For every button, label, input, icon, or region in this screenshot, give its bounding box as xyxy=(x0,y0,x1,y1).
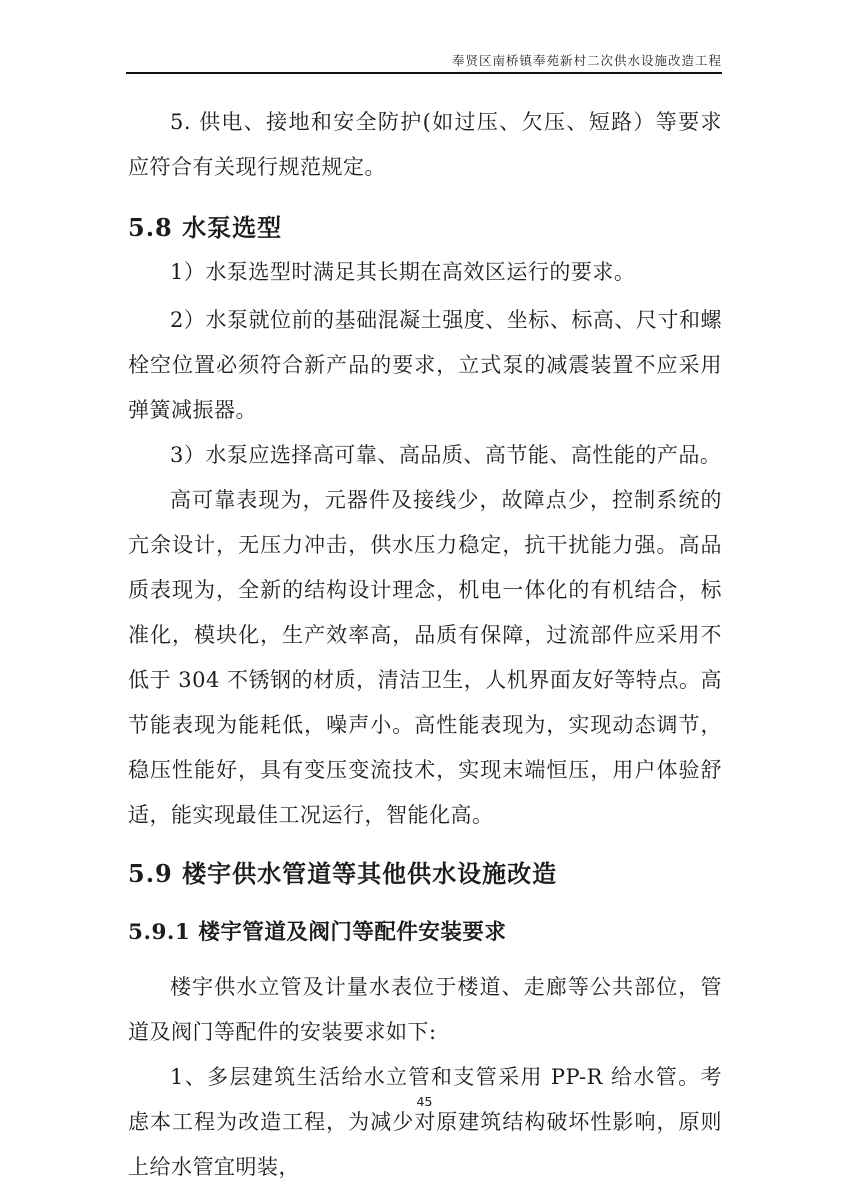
paragraph-building-pipes-intro: 楼宇供水立管及计量水表位于楼道、走廊等公共部位，管道及阀门等配件的安装要求如下: xyxy=(128,975,722,1044)
paragraph-pump-quality-detail: 高可靠表现为，元器件及接线少，故障点少，控制系统的亢余设计，无压力冲击，供水压力稳定，抗干扰能力强。高品质表现为，全新的结构设计理念，机电一体化的有机结合，标准化，模块化，生产效率高，品质有保障，过流部件应采用不低于 304 不锈钢的材质，清洁卫生，人机界面友好等特点。高节能表现为能耗低，噪声小。高性能表现为，实现动态调节，稳压性能好，具有变压变流技术，实现末端恒压，用户体验舒适，能实现最佳工况运行，智能化高。 xyxy=(128,488,722,827)
document-body xyxy=(128,76,722,1190)
section-heading-5-9: 5.9 楼宇供水管道等其他供水设施改造 xyxy=(128,859,558,888)
page-number: 45 xyxy=(416,1094,433,1109)
paragraph-safety-requirements: 5. 供电、接地和安全防护(如过压、欠压、短路）等要求应符合有关现行规范规定。 xyxy=(128,110,722,179)
paragraph-pump-item-2: 2）水泵就位前的基础混凝土强度、坐标、标高、尺寸和螺栓空位置必须符合新产品的要求，立式泵的减震装置不应采用弹簧减振器。 xyxy=(128,308,722,422)
page-footer xyxy=(0,1094,849,1109)
section-heading-5-9-1: 5.9.1 楼宇管道及阀门等配件安装要求 xyxy=(128,920,507,945)
page-header xyxy=(126,0,722,74)
paragraph-pump-item-3: 3）水泵应选择高可靠、高品质、高节能、高性能的产品。 xyxy=(170,443,722,467)
paragraph-building-pipes-item-1: 1、多层建筑生活给水立管和支管采用 PP-R 给水管。考虑本工程为改造工程，为减少对原建筑结构破坏性影响，原则上给水管宜明装， xyxy=(128,1065,722,1179)
header-title: 奉贤区南桥镇奉苑新村二次供水设施改造工程 xyxy=(451,53,722,68)
section-heading-5-8: 5.8 水泵选型 xyxy=(128,213,283,242)
paragraph-pump-item-1: 1）水泵选型时满足其长期在高效区运行的要求。 xyxy=(170,260,636,284)
